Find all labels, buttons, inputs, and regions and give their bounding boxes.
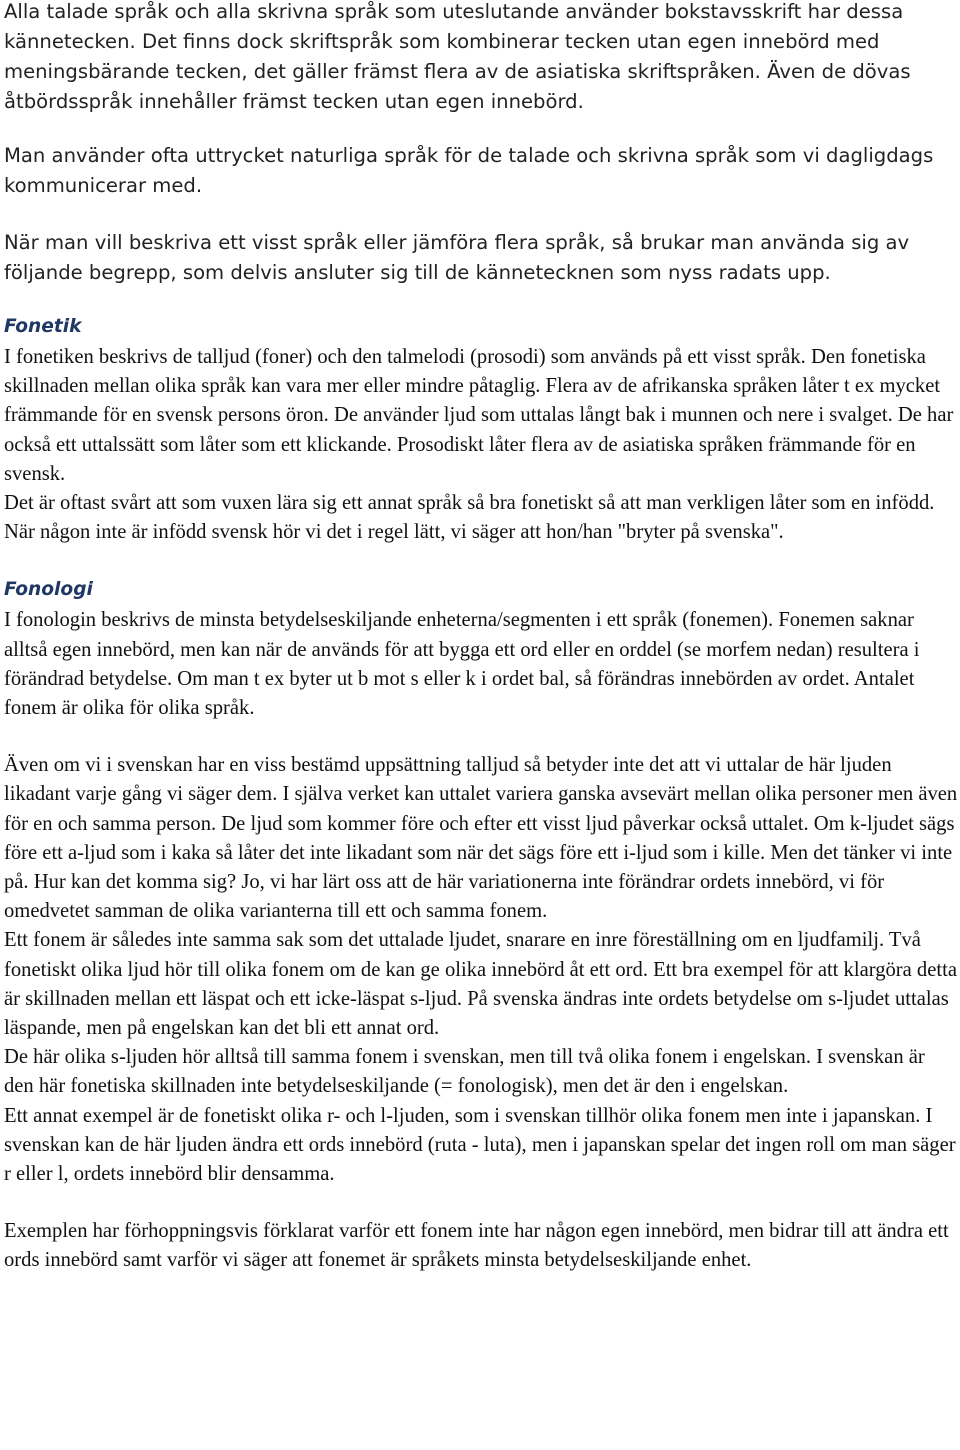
fonologi-paragraph-3: Ett fonem är således inte samma sak som det uttalade ljudet, snarare en inre föreställning om en ljudfamilj. Två fonetiskt olika ljud hör till olika fonem om de kan ge olika innebörd åt ett ord. Ett bra exempel för att klargöra detta är skillnaden mellan ett läspat och ett icke-läspat s-ljud. På svenska ändras inte ordets betydelse om s-ljudet uttalas läspande, men på engelskan kan det bli ett annat ord.: [4, 929, 957, 1040]
section-heading-fonetik: Fonetik: [4, 316, 82, 337]
fonologi-paragraph-4: De här olika s-ljuden hör alltså till samma fonem i svenskan, men till två olika fonem i engelskan. I svenskan är den här fonetiska skillnaden inte betydelseskiljande (= fonologisk), men det är den i engelskan.: [4, 1046, 925, 1098]
fonologi-paragraph-6: Exemplen har förhoppningsvis förklarat varför ett fonem inte har någon egen innebörd, men bidrar till att ändra ett ords innebörd samt varför vi säger att fonemet är språkets minsta betydelseskiljande enhet.: [4, 1220, 949, 1272]
intro-paragraph-2: Man använder ofta uttrycket naturliga språk för de talade och skrivna språk som vi dagligdags kommunicerar med.: [4, 144, 934, 197]
fonetik-paragraph-2: Det är oftast svårt att som vuxen lära sig ett annat språk så bra fonetiskt så att man verkligen låter som en infödd. När någon inte är infödd svensk hör vi det i regel lätt, vi säger att hon/han "bryter på svenska".: [4, 492, 935, 544]
fonologi-paragraph-5: Ett annat exempel är de fonetiskt olika r- och l-ljuden, som i svenskan tillhör olika fonem men inte i japanskan. I svenskan kan de här ljuden ändra ett ords innebörd (ruta - luta), men i japanskan spelar det ingen roll om man säger r eller l, ordets innebörd blir densamma.: [4, 1104, 956, 1186]
fonologi-paragraph-2: Även om vi i svenskan har en viss bestämd uppsättning talljud så betyder inte det att vi uttalar de här ljuden likadant varje gång vi säger dem. I själva verket kan uttalet variera ganska avsevärt mellan olika personer men även för en och samma person. De ljud som kommer före och efter ett visst ljud påverkar också uttalet. Om k-ljudet sägs före ett a-ljud som i kaka så låter det inte likadant som när det sägs före ett i-ljud som i kille. Men det tänker vi inte på. Hur kan det komma sig? Jo, vi har lärt oss att de här variationerna inte förändrar ordets innebörd, vi för omedvetet samman de olika varianterna till ett och samma fonem.: [4, 754, 958, 923]
document-page: [4, 0, 958, 1276]
intro-paragraph-1: Alla talade språk och alla skrivna språk som uteslutande använder bokstavsskrift har dessa kännetecken. Det finns dock skriftspråk som kombinerar tecken utan egen innebörd med meningsbärande tecken, det gäller främst flera av de asiatiska skriftspråken. Även de dövas åtbördsspråk innehåller främst tecken utan egen innebörd.: [4, 0, 911, 113]
fonetik-paragraph-1: I fonetiken beskrivs de talljud (foner) och den talmelodi (prosodi) som används på ett visst språk. Den fonetiska skillnaden mellan olika språk kan vara mer eller mindre påtaglig. Flera av de afrikanska språken låter t ex mycket främmande för en svensk persons öron. De använder ljud som uttalas långt bak i munnen och nere i svalget. De har också ett uttalssätt som låter som ett klickande. Prosodiskt låter flera av de asiatiska språken främmande för en svensk.: [4, 346, 954, 485]
section-heading-fonologi: Fonologi: [4, 579, 93, 601]
intro-paragraph-3: När man vill beskriva ett visst språk eller jämföra flera språk, så brukar man använda sig av följande begrepp, som delvis ansluter sig till de kännetecknen som nyss radats upp.: [4, 231, 910, 284]
fonologi-paragraph-1: I fonologin beskrivs de minsta betydelseskiljande enheterna/segmenten i ett språk (fonemen). Fonemen saknar alltså egen innebörd, men kan när de används för att bygga ett ord eller en orddel (se morfem nedan) resultera i förändrad betydelse. Om man t ex byter ut b mot s eller k i ordet bal, så förändras innebörden av ordet. Antalet fonem är olika för olika språk.: [4, 609, 920, 720]
